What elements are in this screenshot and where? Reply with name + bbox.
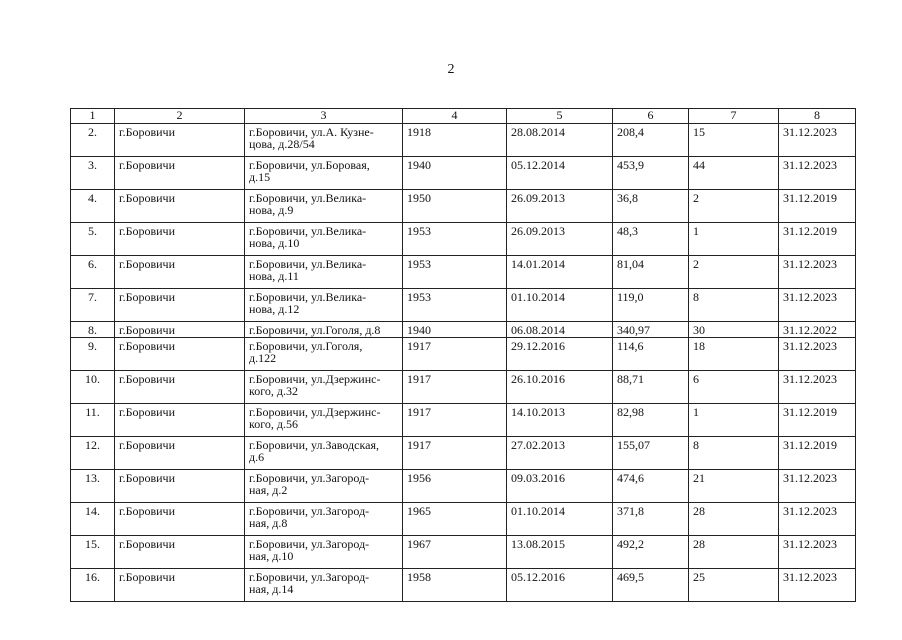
city-cell: г.Боровичи (115, 503, 245, 536)
date-cell: 01.10.2014 (507, 503, 613, 536)
address-cell (245, 536, 403, 569)
count-cell: 15 (689, 124, 779, 157)
date-cell: 09.03.2016 (507, 470, 613, 503)
address-line: ная, д.14 (249, 582, 294, 596)
address-line: кого, д.56 (249, 417, 298, 431)
count-cell: 2 (689, 190, 779, 223)
area-cell: 492,2 (613, 536, 689, 569)
count-cell: 30 (689, 322, 779, 338)
city-cell: г.Боровичи (115, 338, 245, 371)
row-number-cell: 15. (71, 536, 115, 569)
date-cell: 05.12.2016 (507, 569, 613, 602)
address-cell (245, 503, 403, 536)
row-number-cell: 2. (71, 124, 115, 157)
date-cell: 01.10.2014 (507, 289, 613, 322)
city-cell: г.Боровичи (115, 289, 245, 322)
address-line: г.Боровичи, ул.Дзержинс- (249, 372, 381, 386)
count-cell: 8 (689, 289, 779, 322)
year-cell: 1953 (403, 289, 507, 322)
count-cell: 18 (689, 338, 779, 371)
address-line: г.Боровичи, ул.Велика- (249, 224, 367, 238)
row-number-cell: 4. (71, 190, 115, 223)
area-cell: 340,97 (613, 322, 689, 338)
count-cell: 28 (689, 536, 779, 569)
row-number-cell: 9. (71, 338, 115, 371)
table-row (71, 322, 856, 338)
address-cell (245, 569, 403, 602)
date-cell: 13.08.2015 (507, 536, 613, 569)
address-line: г.Боровичи, ул.Велика- (249, 257, 367, 271)
deadline-cell: 31.12.2023 (779, 371, 856, 404)
date-cell: 14.10.2013 (507, 404, 613, 437)
city-cell: г.Боровичи (115, 124, 245, 157)
housing-table (70, 108, 856, 602)
column-header: 1 (71, 109, 115, 124)
address-line: д.122 (249, 351, 277, 365)
date-cell: 26.09.2013 (507, 223, 613, 256)
area-cell: 474,6 (613, 470, 689, 503)
address-cell (245, 322, 403, 338)
table-row (71, 569, 856, 602)
address-line: нова, д.9 (249, 203, 294, 217)
address-cell (245, 437, 403, 470)
column-header: 2 (115, 109, 245, 124)
address-line: г.Боровичи, ул.Гоголя, д.8 (249, 323, 381, 337)
count-cell: 1 (689, 223, 779, 256)
year-cell: 1953 (403, 223, 507, 256)
table-row (71, 536, 856, 569)
table-row (71, 437, 856, 470)
city-cell: г.Боровичи (115, 190, 245, 223)
deadline-cell: 31.12.2023 (779, 470, 856, 503)
city-cell: г.Боровичи (115, 470, 245, 503)
area-cell: 155,07 (613, 437, 689, 470)
address-line: г.Боровичи, ул.Загород- (249, 537, 370, 551)
deadline-cell: 31.12.2023 (779, 256, 856, 289)
address-cell (245, 338, 403, 371)
table-row (71, 157, 856, 190)
deadline-cell: 31.12.2023 (779, 124, 856, 157)
city-cell: г.Боровичи (115, 322, 245, 338)
row-number-cell: 3. (71, 157, 115, 190)
year-cell: 1965 (403, 503, 507, 536)
address-line: г.Боровичи, ул.Велика- (249, 290, 367, 304)
deadline-cell: 31.12.2023 (779, 503, 856, 536)
column-header: 7 (689, 109, 779, 124)
row-number-cell: 12. (71, 437, 115, 470)
column-header: 8 (779, 109, 856, 124)
address-line: г.Боровичи, ул.Загород- (249, 471, 370, 485)
area-cell: 453,9 (613, 157, 689, 190)
table-row (71, 470, 856, 503)
year-cell: 1958 (403, 569, 507, 602)
city-cell: г.Боровичи (115, 371, 245, 404)
area-cell: 48,3 (613, 223, 689, 256)
table-row (71, 223, 856, 256)
count-cell: 1 (689, 404, 779, 437)
column-header: 6 (613, 109, 689, 124)
row-number-cell: 13. (71, 470, 115, 503)
row-number-cell: 14. (71, 503, 115, 536)
address-line: ная, д.2 (249, 483, 288, 497)
year-cell: 1917 (403, 437, 507, 470)
city-cell: г.Боровичи (115, 256, 245, 289)
count-cell: 8 (689, 437, 779, 470)
count-cell: 2 (689, 256, 779, 289)
date-cell: 26.09.2013 (507, 190, 613, 223)
deadline-cell: 31.12.2022 (779, 322, 856, 338)
address-line: д.6 (249, 450, 265, 464)
date-cell: 29.12.2016 (507, 338, 613, 371)
table-row (71, 404, 856, 437)
address-line: нова, д.11 (249, 269, 299, 283)
area-cell: 119,0 (613, 289, 689, 322)
table-row (71, 256, 856, 289)
address-cell (245, 190, 403, 223)
count-cell: 44 (689, 157, 779, 190)
address-line: г.Боровичи, ул.Велика- (249, 191, 367, 205)
address-line: г.Боровичи, ул.Загород- (249, 570, 370, 584)
row-number-cell: 7. (71, 289, 115, 322)
deadline-cell: 31.12.2023 (779, 157, 856, 190)
column-header: 4 (403, 109, 507, 124)
address-cell (245, 223, 403, 256)
date-cell: 14.01.2014 (507, 256, 613, 289)
address-cell (245, 470, 403, 503)
year-cell: 1917 (403, 338, 507, 371)
column-header: 5 (507, 109, 613, 124)
year-cell: 1967 (403, 536, 507, 569)
deadline-cell: 31.12.2019 (779, 223, 856, 256)
count-cell: 6 (689, 371, 779, 404)
address-line: г.Боровичи, ул.Заводская, (249, 438, 379, 452)
area-cell: 36,8 (613, 190, 689, 223)
date-cell: 06.08.2014 (507, 322, 613, 338)
row-number-cell: 8. (71, 322, 115, 338)
count-cell: 25 (689, 569, 779, 602)
year-cell: 1918 (403, 124, 507, 157)
address-line: г.Боровичи, ул.Боровая, (249, 158, 370, 172)
address-line: г.Боровичи, ул.Гоголя, (249, 339, 363, 353)
address-cell (245, 256, 403, 289)
row-number-cell: 10. (71, 371, 115, 404)
count-cell: 21 (689, 470, 779, 503)
year-cell: 1917 (403, 371, 507, 404)
city-cell: г.Боровичи (115, 536, 245, 569)
address-line: г.Боровичи, ул.Дзержинс- (249, 405, 381, 419)
address-cell (245, 289, 403, 322)
table-row (71, 124, 856, 157)
address-line: кого, д.32 (249, 384, 298, 398)
address-cell (245, 404, 403, 437)
area-cell: 81,04 (613, 256, 689, 289)
table-row (71, 371, 856, 404)
year-cell: 1950 (403, 190, 507, 223)
row-number-cell: 11. (71, 404, 115, 437)
table-row (71, 503, 856, 536)
table-row (71, 289, 856, 322)
area-cell: 208,4 (613, 124, 689, 157)
header-row (71, 109, 856, 124)
deadline-cell: 31.12.2019 (779, 437, 856, 470)
city-cell: г.Боровичи (115, 404, 245, 437)
city-cell: г.Боровичи (115, 569, 245, 602)
row-number-cell: 16. (71, 569, 115, 602)
deadline-cell: 31.12.2023 (779, 289, 856, 322)
table-row (71, 190, 856, 223)
year-cell: 1956 (403, 470, 507, 503)
row-number-cell: 6. (71, 256, 115, 289)
year-cell: 1917 (403, 404, 507, 437)
deadline-cell: 31.12.2019 (779, 404, 856, 437)
address-cell (245, 124, 403, 157)
deadline-cell: 31.12.2023 (779, 338, 856, 371)
year-cell: 1953 (403, 256, 507, 289)
column-header: 3 (245, 109, 403, 124)
deadline-cell: 31.12.2023 (779, 569, 856, 602)
date-cell: 28.08.2014 (507, 124, 613, 157)
row-number-cell: 5. (71, 223, 115, 256)
area-cell: 82,98 (613, 404, 689, 437)
address-line: цова, д.28/54 (249, 137, 315, 151)
year-cell: 1940 (403, 157, 507, 190)
area-cell: 371,8 (613, 503, 689, 536)
address-line: ная, д.10 (249, 549, 294, 563)
area-cell: 114,6 (613, 338, 689, 371)
table-row (71, 338, 856, 371)
count-cell: 28 (689, 503, 779, 536)
address-line: г.Боровичи, ул.Загород- (249, 504, 370, 518)
deadline-cell: 31.12.2023 (779, 536, 856, 569)
address-line: нова, д.12 (249, 302, 300, 316)
date-cell: 27.02.2013 (507, 437, 613, 470)
address-line: д.15 (249, 170, 271, 184)
address-line: г.Боровичи, ул.А. Кузне- (249, 125, 374, 139)
deadline-cell: 31.12.2019 (779, 190, 856, 223)
city-cell: г.Боровичи (115, 437, 245, 470)
address-cell (245, 157, 403, 190)
area-cell: 88,71 (613, 371, 689, 404)
date-cell: 26.10.2016 (507, 371, 613, 404)
address-cell (245, 371, 403, 404)
city-cell: г.Боровичи (115, 157, 245, 190)
address-line: ная, д.8 (249, 516, 288, 530)
page-number: 2 (447, 62, 455, 77)
date-cell: 05.12.2014 (507, 157, 613, 190)
city-cell: г.Боровичи (115, 223, 245, 256)
area-cell: 469,5 (613, 569, 689, 602)
address-line: нова, д.10 (249, 236, 300, 250)
year-cell: 1940 (403, 322, 507, 338)
